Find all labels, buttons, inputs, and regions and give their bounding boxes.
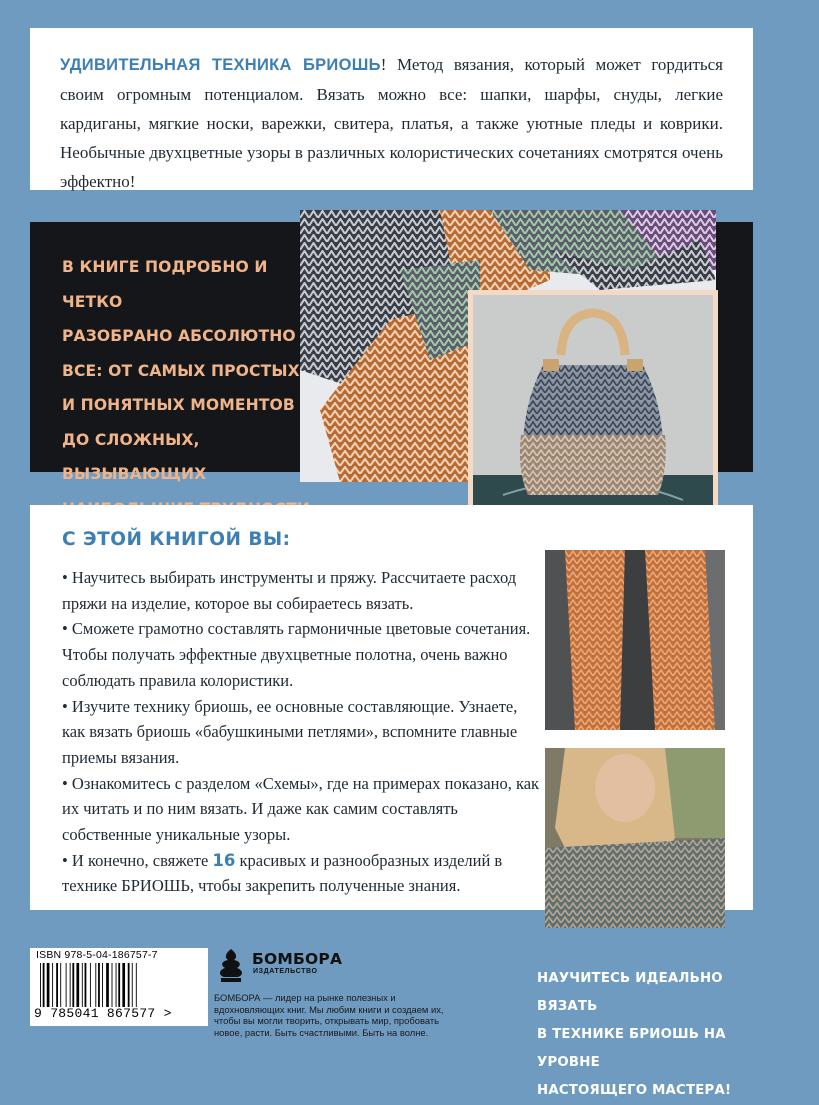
benefit-last-after: красивых и разнообразных изделий в технике БРИОШЬ, чтобы закрепить полученные знания. [62, 850, 503, 896]
benefit-project-count: 16 [212, 850, 236, 870]
band-text [62, 250, 312, 526]
bombora-logo-icon [216, 947, 246, 985]
barcode-digits: 9 785041 867577 > [34, 1006, 172, 1021]
isbn-text: ISBN 978-5-04-186757-7 [36, 949, 158, 961]
barcode-bars [38, 963, 202, 1007]
benefit-item: • Изучите технику бриошь, ее основные составляющие. Узнаете, как вязать бриошь «бабушкиными петлями», вспомните главные приемы вязания. [62, 696, 518, 767]
slogan-line: В ТЕХНИКЕ БРИОШЬ НА УРОВНЕ [537, 1027, 726, 1070]
publisher-blurb: БОМБОРА — лидер на рынке полезных и вдохновляющих книг. Мы любим книги и создаем их, чтобы вы могли творить, открывать мир, пробовать новое, расти. Быть счастливыми. Быть на волне. [214, 992, 444, 1038]
scarf-photo [545, 550, 725, 730]
band-line: ДО СЛОЖНЫХ, ВЫЗЫВАЮЩИХ [62, 430, 207, 483]
benefits-title: С ЭТОЙ КНИГОЙ ВЫ: [62, 529, 291, 550]
band-line: И ПОНЯТНЫХ МОМЕНТОВ [62, 396, 295, 414]
slogan-line: НАСТОЯЩЕГО МАСТЕРА! [537, 1083, 732, 1098]
benefit-item: • Ознакомитесь с разделом «Схемы», где на примерах показано, как их читать и по ним вязать. И даже как самим составлять собственные уникальные узоры. [62, 773, 540, 845]
intro-paragraph [60, 50, 723, 196]
publisher-name: БОМБОРА [252, 950, 343, 968]
intro-box [30, 28, 753, 190]
benefit-item-last [62, 848, 542, 899]
intro-text: ! Метод вязания, который может гордиться своим огромным потенциалом. Вязать можно все: шапки, шарфы, снуды, легкие кардиганы, мягкие носки, варежки, свитера, платья, а также уютные пледы и коврики. Необычные двухцветные узоры в различных колористических сочетаниях смотрятся очень эффектно! [60, 55, 723, 191]
slogan-line: НАУЧИТЕСЬ ИДЕАЛЬНО ВЯЗАТЬ [537, 971, 723, 1014]
band-line: ВСЕ: ОТ САМЫХ ПРОСТЫХ [62, 361, 300, 380]
intro-lead: УДИВИТЕЛЬНАЯ ТЕХНИКА БРИОШЬ [60, 56, 381, 74]
woman-knitting-photo [545, 748, 725, 928]
benefit-item: • Научитесь выбирать инструменты и пряжу. Рассчитаете расход пряжи на изделие, которое вы собираетесь вязать. [62, 568, 517, 613]
band-line: РАЗОБРАНО АБСОЛЮТНО [62, 327, 296, 345]
publisher-sub: ИЗДАТЕЛЬСТВО [253, 968, 318, 975]
benefit-item: • Сможете грамотно составлять гармоничные цветовые сочетания. Чтобы получать эффектные двухцветные полотна, очень важно соблюдать правила колористики. [62, 619, 531, 690]
band-line: В КНИГЕ ПОДРОБНО И ЧЕТКО [62, 258, 268, 311]
bag-photo [468, 290, 718, 540]
slogan [537, 965, 787, 1105]
benefits-list [62, 565, 542, 899]
benefit-last-before: • И конечно, свяжете [62, 850, 213, 870]
